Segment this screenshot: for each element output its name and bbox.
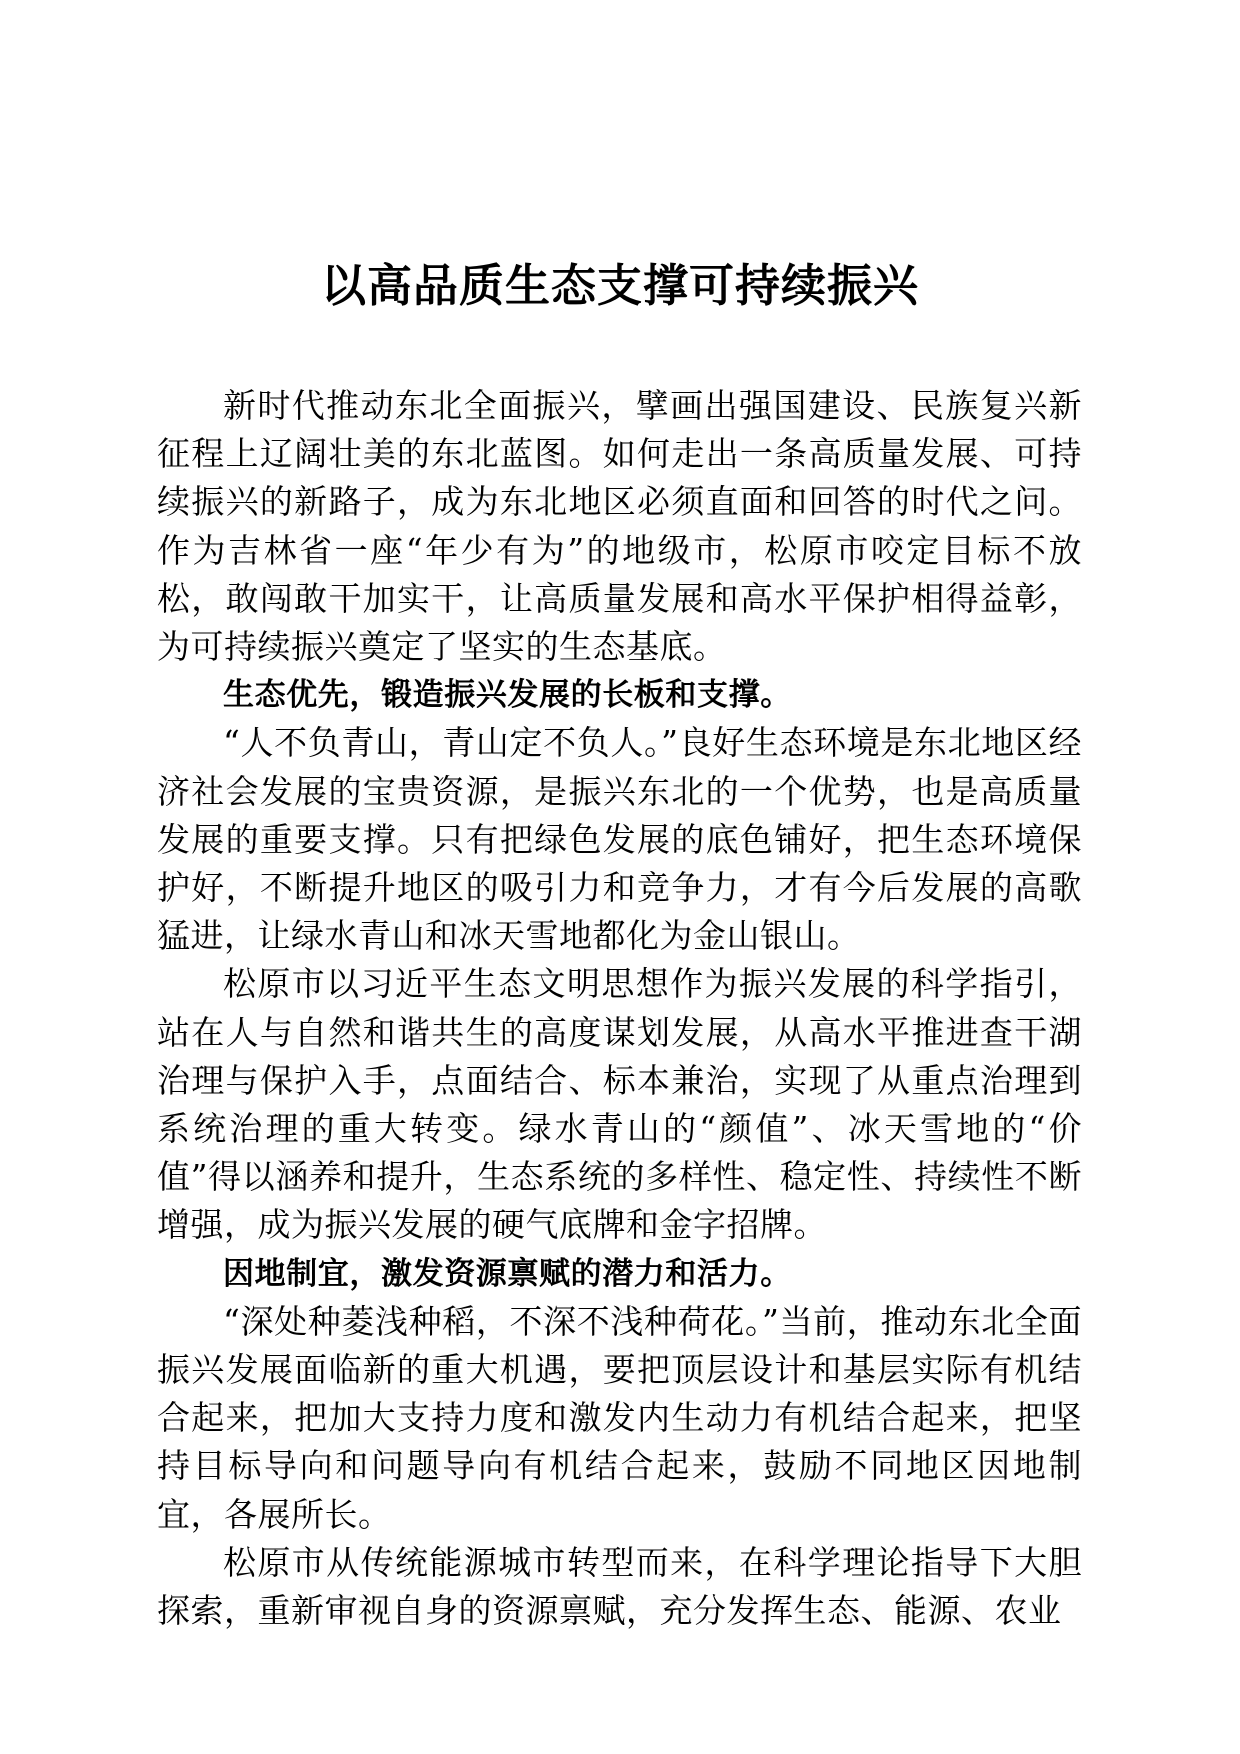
- paragraph: 松原市以习近平生态文明思想作为振兴发展的科学指引，站在人与自然和谐共生的高度谋划发展，从高水平推进查干湖治理与保护入手，点面结合、标本兼治，实现了从重点治理到系统治理的重大转变。绿水青山的“颜值”、冰天雪地的“价值”得以涵养和提升，生态系统的多样性、稳定性、持续性不断增强，成为振兴发展的硬气底牌和金字招牌。: [157, 964, 1082, 1245]
- section-heading: 生态优先，锻造振兴发展的长板和支撑。: [223, 677, 792, 714]
- paragraph: 新时代推动东北全面振兴，擘画出强国建设、民族复兴新征程上辽阔壮美的东北蓝图。如何走出一条高质量发展、可持续振兴的新路子，成为东北地区必须直面和回答的时代之问。作为吉林省一座“年少有为”的地级市，松原市咬定目标不放松，敢闯敢干加实干，让高质量发展和高水平保护相得益彰，为可持续振兴奠定了坚实的生态基底。: [157, 386, 1082, 667]
- document-title: 以高品质生态支撑可持续振兴: [320, 259, 919, 312]
- section-heading: 因地制宜，激发资源禀赋的潜力和活力。: [223, 1255, 792, 1292]
- document-body: [157, 382, 1082, 1635]
- paragraph: “深处种菱浅种稻，不深不浅种荷花。”当前，推动东北全面振兴发展面临新的重大机遇，要把顶层设计和基层实际有机结合起来，把加大支持力度和激发内生动力有机结合起来，把坚持目标导向和问题导向有机结合起来，鼓励不同地区因地制宜，各展所长。: [157, 1301, 1082, 1534]
- paragraph: “人不负青山，青山定不负人。”良好生态环境是东北地区经济社会发展的宝贵资源，是振兴东北的一个优势，也是高质量发展的重要支撑。只有把绿色发展的底色铺好，把生态环境保护好，不断提升地区的吸引力和竞争力，才有今后发展的高歌猛进，让绿水青山和冰天雪地都化为金山银山。: [157, 723, 1082, 956]
- paragraph: 松原市从传统能源城市转型而来，在科学理论指导下大胆探索，重新审视自身的资源禀赋，充分发挥生态、能源、农业: [157, 1542, 1082, 1631]
